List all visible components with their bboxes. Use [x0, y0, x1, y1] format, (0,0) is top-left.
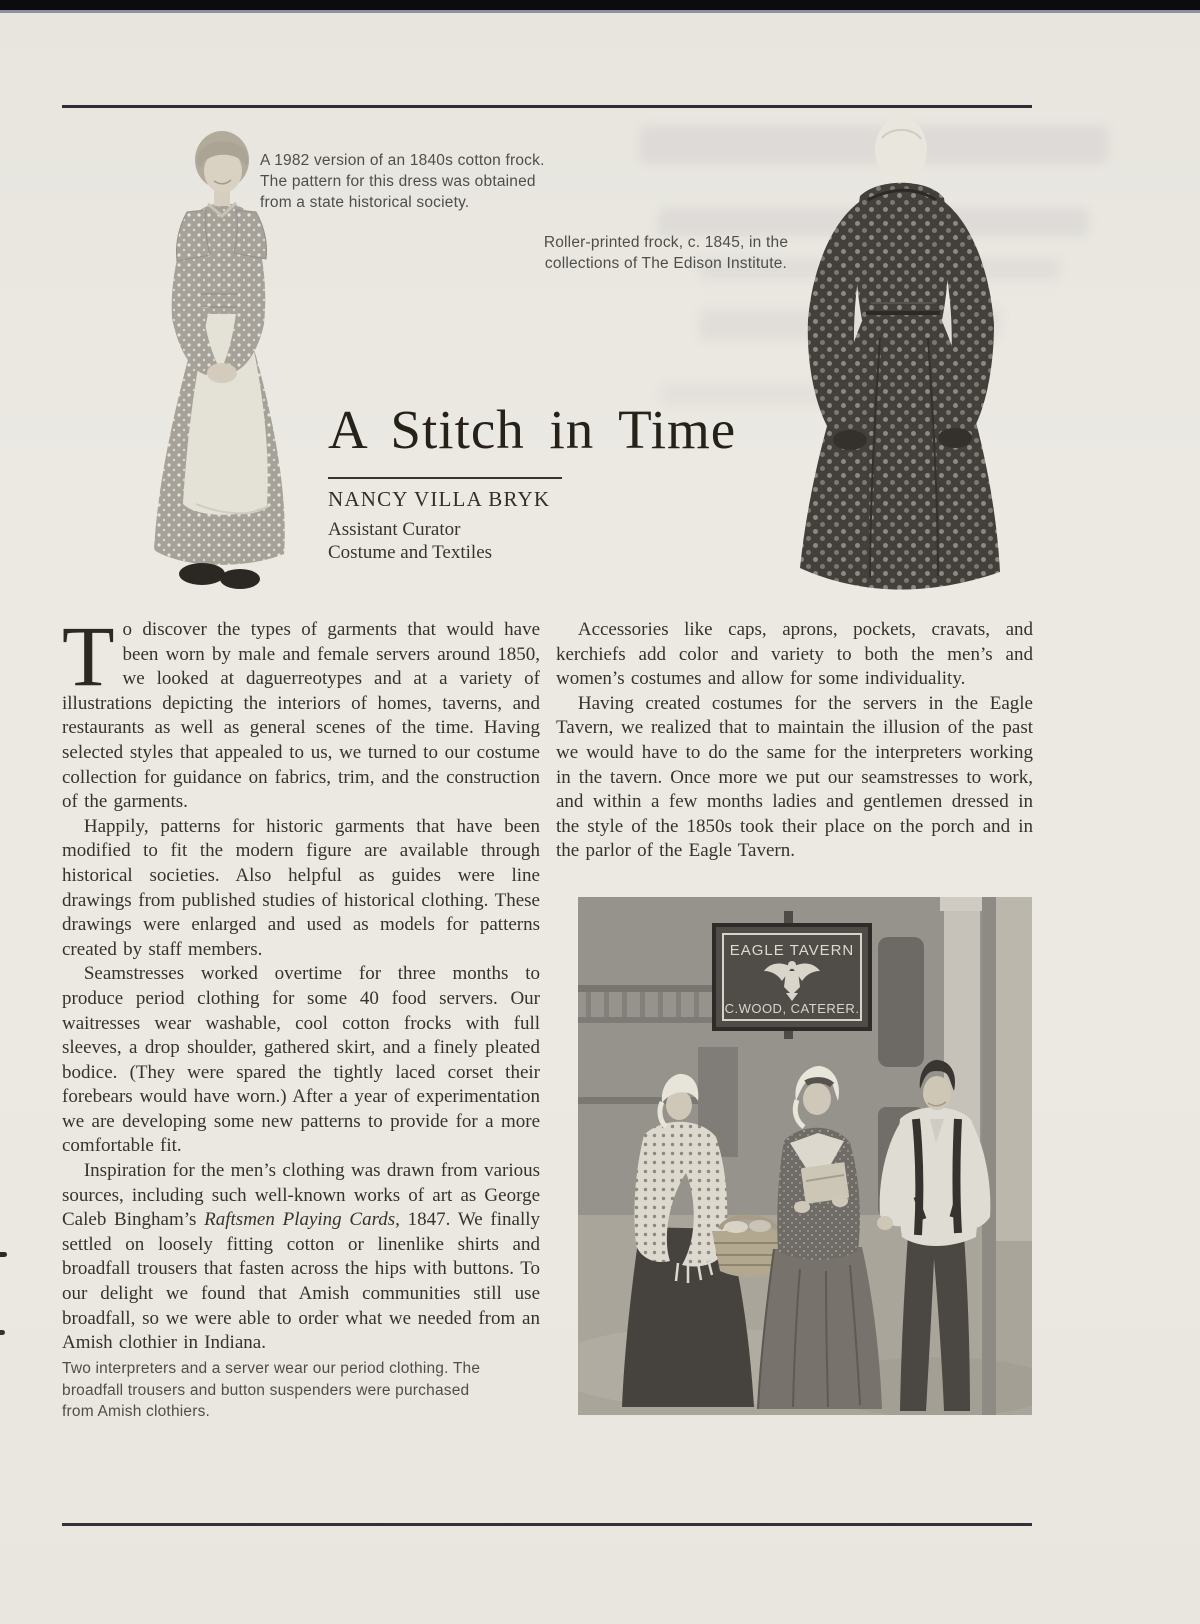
- photo-roller-printed-frock: [770, 108, 1040, 598]
- scan-mark: [0, 1330, 5, 1335]
- body-right-column: [556, 618, 1033, 864]
- tavern-sign-name: EAGLE TAVERN: [729, 942, 855, 959]
- bottom-rule: [62, 1523, 1032, 1526]
- scan-edge-band: [0, 0, 1200, 10]
- paragraph-4-pre: Inspiration for the men’s clothing was drawn from various sources, including such well-known works of art as George Caleb Bingham’s: [62, 1160, 540, 1231]
- article-title: A Stitch in Time: [328, 399, 737, 460]
- body-left-column: [62, 608, 540, 1356]
- eagle-tavern-scene: [578, 897, 1032, 1415]
- scan-mark: [0, 1252, 7, 1257]
- caption-1982-frock: A 1982 version of an 1840s cotton frock. The pattern for this dress was obtained from a state historical society.: [260, 152, 545, 211]
- photo-eagle-tavern-group: [578, 897, 1032, 1415]
- paragraph-2: Happily, patterns for historic garments that have been modified to fit the modern figure are available through historical societies. Also helpful as guides were line drawings from published studies of historical clothing. These drawings were enlarged and used as models for patterns created by staff members.: [62, 815, 540, 960]
- tavern-sign-caterer: C.WOOD, CATERER.: [724, 1001, 860, 1016]
- paragraph-1: [62, 608, 540, 815]
- paragraph-3: Seamstresses worked overtime for three months to produce period clothing for some 40 food servers. Our waitresses wear washable, cool cotton frocks with full sleeves, a drop shoulder, gathered skirt, and a finely pleated bodice. (They were spared the tightly laced corset their forebears would have worn.) After a year of experimentation we are developing some new patterns to provide for a more comfortable fit.: [62, 963, 540, 1157]
- byline-role: [328, 518, 492, 564]
- byline-author: NANCY VILLA BRYK: [328, 487, 551, 511]
- dark-frock-illustration: [770, 108, 1040, 598]
- paragraph-1-text: o discover the types of garments that would have been worn by male and female servers around 1850, we looked at daguerreotypes and at a variety of illustrations depicting the interiors of homes, taverns, and restaurants as well as general scenes of the time. Having selected styles that appealed to us, we turned to our costume collection for guidance on fabrics, trim, and the construction of the garments.: [62, 619, 540, 813]
- byline-role-line2: Costume and Textiles: [328, 542, 493, 563]
- caption-1845-frock: Roller-printed frock, c. 1845, in the collections of The Edison Institute.: [543, 234, 789, 272]
- byline-role-line1: Assistant Curator: [328, 519, 461, 540]
- drop-cap: T: [62, 608, 115, 704]
- paragraph-6: Having created costumes for the servers in the Eagle Tavern, we realized that to maintain the illusion of the past we would have to do the same for the interpreters working in the tavern. Once more we put our seamstresses to work, and within a few months ladies and gentlemen dressed in the style of the 1850s took their place on the porch and in the parlor of the Eagle Tavern.: [556, 692, 1033, 862]
- paragraph-4-italic-title: Raftsmen Playing Cards,: [204, 1209, 400, 1231]
- paragraph-5: Accessories like caps, aprons, pockets, cravats, and kerchiefs add color and variety to both the men’s and women’s costumes and allow for some individuality.: [556, 619, 1033, 690]
- paragraph-4-post: 1847. We finally settled on loosely fitting cotton or linenlike shirts and broadfall trousers that fasten across the hips with buttons. To our delight we found that Amish communities still use broadfall, so we were able to order what we needed from an Amish clothier in Indiana.: [62, 1209, 540, 1354]
- caption-interpreters-photo: Two interpreters and a server wear our period clothing. The broadfall trousers and button suspenders were purchased from Amish clothiers.: [62, 1360, 481, 1420]
- scan-edge-glow: [0, 10, 1200, 13]
- paragraph-4: [62, 1159, 540, 1356]
- byline-rule: [328, 477, 562, 479]
